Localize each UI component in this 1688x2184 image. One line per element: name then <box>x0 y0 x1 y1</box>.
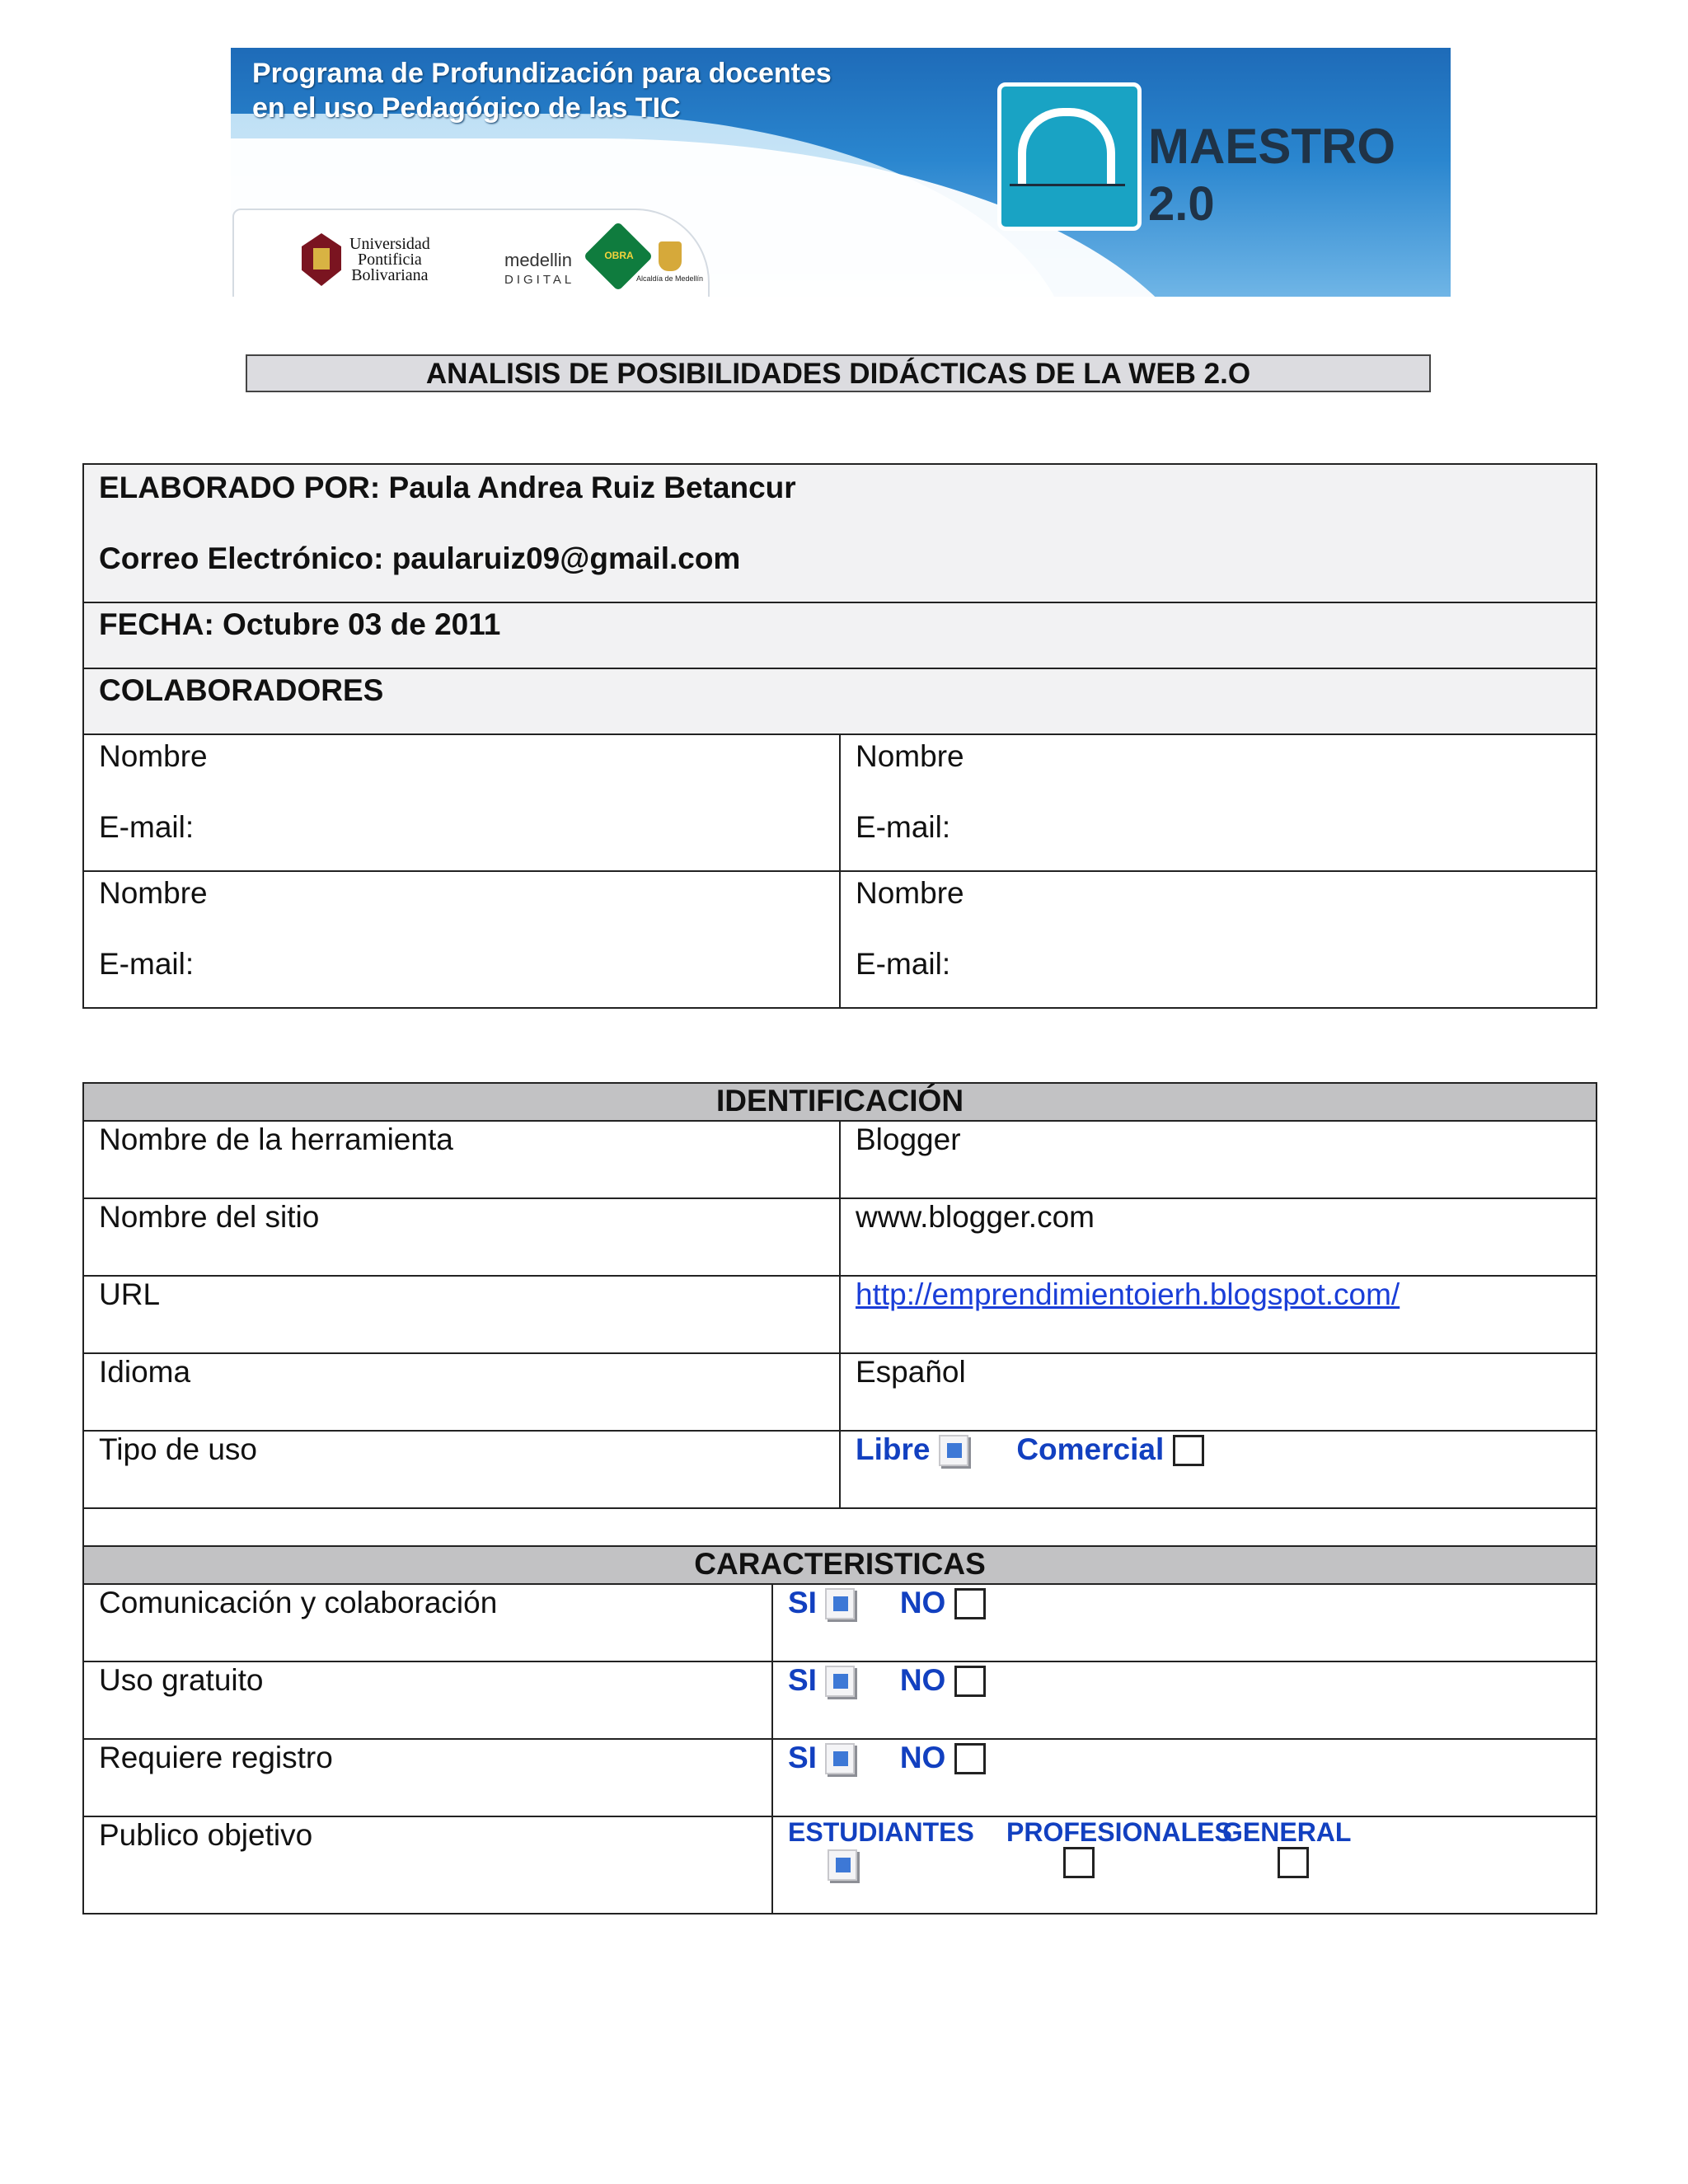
collaborator-row <box>83 734 1597 871</box>
author-table <box>82 463 1597 1009</box>
upb-crest-icon <box>302 233 341 286</box>
author-row <box>83 464 1597 602</box>
table-row: Tipo de uso Libre Comercial <box>83 1431 1597 1508</box>
tool-name-value: Blogger <box>840 1121 1597 1198</box>
obra-logo-text: OBRA <box>604 250 634 261</box>
medellin-digital-logo: medellin DIGITAL <box>504 250 575 287</box>
author-name: Paula Andrea Ruiz Betancur <box>388 471 796 504</box>
elaborado-por: ELABORADO POR: Paula Andrea Ruiz Betancur <box>99 471 796 504</box>
table-row: Publico objetivo ESTUDIANTES PROFESIONALES GENERAL <box>83 1816 1597 1914</box>
si-checkbox[interactable] <box>825 1743 855 1774</box>
colaboradores-label: COLABORADORES <box>83 668 1597 734</box>
table-row: Requiere registro SI NO <box>83 1739 1597 1816</box>
profesionales-checkbox[interactable] <box>1063 1847 1095 1878</box>
no-checkbox[interactable] <box>954 1743 986 1774</box>
site-name-value: www.blogger.com <box>840 1198 1597 1276</box>
upb-logo-text: Universidad Pontificia Bolivariana <box>349 235 430 284</box>
collaborator-cell: Nombre E-mail: <box>840 734 1597 871</box>
spacer-row <box>83 1508 1597 1546</box>
partner-logos <box>232 209 710 297</box>
maestro-logo-icon <box>997 82 1142 231</box>
usage-type-options: Libre Comercial <box>840 1431 1597 1508</box>
caracteristicas-header: CARACTERISTICAS <box>83 1546 1597 1584</box>
correo-electronico: Correo Electrónico: paularuiz09@gmail.com <box>99 541 741 575</box>
fecha-row: FECHA: Octubre 03 de 2011 <box>83 602 1597 668</box>
caracteristicas-header-row <box>83 1546 1597 1584</box>
table-row: URL http://emprendimientoierh.blogspot.com/ <box>83 1276 1597 1353</box>
brand-name: MAESTRO <box>1148 119 1395 174</box>
table-row: Uso gratuito SI NO <box>83 1661 1597 1739</box>
collaborator-cell: Nombre E-mail: <box>83 734 840 871</box>
audience-options <box>772 1816 1597 1914</box>
si-checkbox[interactable] <box>825 1666 855 1697</box>
no-checkbox[interactable] <box>954 1666 986 1697</box>
brand-version: 2.0 <box>1148 177 1215 231</box>
table-row: Idioma Español <box>83 1353 1597 1431</box>
header-banner <box>231 48 1451 297</box>
alcaldia-shield-icon <box>659 241 682 271</box>
yes-no-options: SI NO <box>772 1584 1597 1661</box>
si-checkbox[interactable] <box>825 1588 855 1619</box>
fecha-value: Octubre 03 de 2011 <box>223 607 501 641</box>
collaborator-cell: Nombre E-mail: <box>840 871 1597 1008</box>
url-link[interactable]: http://emprendimientoierh.blogspot.com/ <box>856 1277 1400 1311</box>
table-row: Comunicación y colaboración SI NO <box>83 1584 1597 1661</box>
audience-general-label: GENERAL <box>1222 1817 1352 1847</box>
libre-checkbox[interactable] <box>939 1435 968 1466</box>
audience-estudiantes-label: ESTUDIANTES <box>788 1817 974 1847</box>
no-checkbox[interactable] <box>954 1588 986 1619</box>
program-title-line2: en el uso Pedagógico de las TIC <box>252 92 681 124</box>
general-checkbox[interactable] <box>1278 1847 1309 1878</box>
comercial-checkbox[interactable] <box>1173 1435 1204 1466</box>
program-title-line1: Programa de Profundización para docentes <box>252 58 832 89</box>
program-title <box>252 56 832 125</box>
language-value: Español <box>840 1353 1597 1431</box>
yes-no-options: SI NO <box>772 1661 1597 1739</box>
collaborator-row <box>83 871 1597 1008</box>
collaborator-cell: Nombre E-mail: <box>83 871 840 1008</box>
tool-analysis-table <box>82 1082 1597 1915</box>
table-row: Nombre de la herramienta Blogger <box>83 1121 1597 1198</box>
yes-no-options: SI NO <box>772 1739 1597 1816</box>
estudiantes-checkbox[interactable] <box>828 1849 857 1881</box>
identificacion-header-row <box>83 1083 1597 1121</box>
audience-profesionales-label: PROFESIONALES <box>1006 1817 1232 1847</box>
table-row: Nombre del sitio www.blogger.com <box>83 1198 1597 1276</box>
identificacion-header: IDENTIFICACIÓN <box>83 1083 1597 1121</box>
document-title: ANALISIS DE POSIBILIDADES DIDÁCTICAS DE LA WEB 2.O <box>246 354 1431 392</box>
alcaldia-logo-text: Alcaldía de Medellín <box>636 274 704 283</box>
colaboradores-row <box>83 668 1597 734</box>
author-email: paularuiz09@gmail.com <box>392 541 741 575</box>
